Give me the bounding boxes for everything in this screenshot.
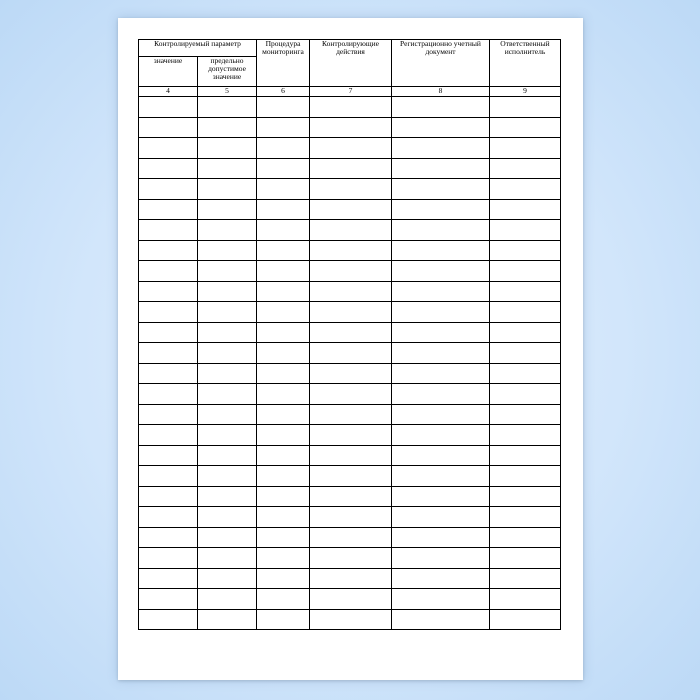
column-number: 6 [257,87,310,97]
empty-cell [310,322,392,343]
empty-cell [139,363,198,384]
empty-cell [310,609,392,630]
empty-cell [198,363,257,384]
empty-cell [392,404,490,425]
empty-cell [392,609,490,630]
limit-value-header: предельно допустимое значение [198,57,257,87]
empty-cell [310,302,392,323]
empty-cell [490,425,561,446]
empty-cell [257,97,310,118]
empty-cell [392,343,490,364]
empty-cell [257,486,310,507]
empty-cell [310,445,392,466]
empty-cell [490,199,561,220]
empty-cell [392,486,490,507]
table-row [139,486,561,507]
controlled-parameter-header: Контролируемый параметр [139,40,257,57]
empty-cell [392,240,490,261]
empty-cell [139,343,198,364]
empty-cell [490,507,561,528]
empty-cell [310,568,392,589]
empty-cell [139,97,198,118]
empty-cell [392,97,490,118]
table-row [139,589,561,610]
empty-cell [139,404,198,425]
empty-cell [490,281,561,302]
empty-cell [490,261,561,282]
table-row [139,199,561,220]
empty-cell [257,117,310,138]
empty-cell [310,384,392,405]
empty-cell [257,343,310,364]
table-row [139,445,561,466]
empty-cell [392,261,490,282]
empty-cell [490,220,561,241]
empty-cell [490,568,561,589]
empty-cell [257,507,310,528]
table-row [139,568,561,589]
empty-cell [310,466,392,487]
empty-cell [257,568,310,589]
empty-cell [490,97,561,118]
empty-cell [310,343,392,364]
table-row [139,158,561,179]
empty-cell [310,261,392,282]
empty-cell [490,363,561,384]
column-number: 5 [198,87,257,97]
empty-cell [198,322,257,343]
document-page [118,18,583,680]
empty-cell [392,507,490,528]
empty-cell [490,384,561,405]
empty-cell [392,179,490,200]
empty-cell [490,486,561,507]
empty-cell [198,507,257,528]
empty-cell [139,138,198,159]
empty-cell [139,466,198,487]
empty-cell [392,117,490,138]
empty-cell [490,302,561,323]
empty-cell [392,445,490,466]
table-row [139,548,561,569]
empty-cell [310,240,392,261]
empty-cell [257,548,310,569]
empty-cell [392,220,490,241]
empty-cell [198,117,257,138]
empty-cell [392,302,490,323]
column-number: 9 [490,87,561,97]
table-row [139,363,561,384]
empty-cell [198,589,257,610]
empty-cell [198,179,257,200]
empty-cell [139,199,198,220]
control-actions-header: Контролирующие действия [310,40,392,87]
table-row [139,609,561,630]
empty-cell [198,466,257,487]
monitoring-procedure-header: Процедура мониторинга [257,40,310,87]
empty-cell [198,568,257,589]
empty-cell [310,138,392,159]
empty-cell [198,445,257,466]
empty-cell [257,589,310,610]
empty-cell [310,220,392,241]
empty-cell [198,97,257,118]
table-row [139,507,561,528]
empty-cell [392,158,490,179]
empty-cell [392,568,490,589]
empty-cell [139,548,198,569]
empty-cell [257,445,310,466]
empty-cell [198,199,257,220]
empty-cell [139,220,198,241]
empty-cell [310,199,392,220]
column-number: 4 [139,87,198,97]
empty-cell [139,179,198,200]
empty-cell [490,343,561,364]
empty-cell [198,302,257,323]
table-row [139,527,561,548]
empty-cell [139,527,198,548]
empty-cell [490,445,561,466]
empty-cell [198,261,257,282]
empty-cell [139,302,198,323]
empty-cell [310,97,392,118]
empty-cell [392,363,490,384]
empty-cell [139,589,198,610]
header-row-top [139,40,561,57]
table-row [139,261,561,282]
empty-cell [310,548,392,569]
empty-cell [198,220,257,241]
table-row [139,322,561,343]
responsible-person-header: Ответственный исполнитель [490,40,561,87]
empty-cell [310,117,392,138]
empty-cell [257,527,310,548]
empty-cell [490,240,561,261]
empty-cell [392,281,490,302]
empty-cell [310,425,392,446]
table-row [139,466,561,487]
empty-cell [139,425,198,446]
empty-cell [257,425,310,446]
empty-cell [198,343,257,364]
column-number: 7 [310,87,392,97]
empty-cell [310,486,392,507]
empty-cell [139,568,198,589]
table-row [139,220,561,241]
empty-cell [490,589,561,610]
empty-cell [392,466,490,487]
empty-cell [310,404,392,425]
empty-cell [198,548,257,569]
empty-cell [310,179,392,200]
table-row [139,425,561,446]
empty-cell [392,384,490,405]
empty-cell [139,281,198,302]
empty-cell [490,404,561,425]
column-number: 8 [392,87,490,97]
monitoring-form-table [138,39,561,630]
empty-cell [257,281,310,302]
table-row [139,281,561,302]
empty-cell [139,445,198,466]
table-row [139,240,561,261]
table-row [139,179,561,200]
empty-cell [490,466,561,487]
empty-cell [490,322,561,343]
empty-cell [257,138,310,159]
empty-cell [392,138,490,159]
empty-cell [257,240,310,261]
table-row [139,302,561,323]
empty-cell [490,138,561,159]
empty-cell [139,117,198,138]
empty-cell [490,548,561,569]
empty-cell [310,158,392,179]
empty-cell [139,384,198,405]
empty-cell [257,302,310,323]
table-row [139,97,561,118]
empty-cell [139,322,198,343]
empty-cell [198,486,257,507]
empty-cell [392,589,490,610]
empty-cell [490,179,561,200]
empty-cell [139,158,198,179]
table-row [139,343,561,364]
empty-cell [392,527,490,548]
empty-cell [257,404,310,425]
empty-cell [198,240,257,261]
empty-cell [198,404,257,425]
empty-cell [310,363,392,384]
empty-cell [392,548,490,569]
empty-cell [198,384,257,405]
empty-cell [257,466,310,487]
table-row [139,117,561,138]
empty-cell [257,363,310,384]
empty-cell [257,220,310,241]
empty-cell [490,158,561,179]
empty-cell [490,609,561,630]
empty-cell [198,281,257,302]
empty-cell [257,199,310,220]
empty-cell [139,261,198,282]
empty-cell [198,527,257,548]
empty-cell [257,609,310,630]
empty-cell [310,281,392,302]
empty-cell [198,158,257,179]
empty-cell [139,507,198,528]
empty-cell [257,384,310,405]
table-row [139,384,561,405]
empty-cell [310,589,392,610]
table-row [139,404,561,425]
empty-cell [392,425,490,446]
column-number-row [139,87,561,97]
empty-cell [198,425,257,446]
empty-cell [392,322,490,343]
empty-cell [490,527,561,548]
table-row [139,138,561,159]
value-header: значение [139,57,198,87]
empty-cell [310,507,392,528]
empty-cell [490,117,561,138]
empty-cell [139,240,198,261]
empty-cell [310,527,392,548]
empty-cell [392,199,490,220]
empty-cell [198,138,257,159]
empty-cell [257,261,310,282]
empty-cell [198,609,257,630]
registration-document-header: Регистрационно учетный документ [392,40,490,87]
empty-cell [257,322,310,343]
empty-cell [139,609,198,630]
empty-cell [139,486,198,507]
empty-cell [257,179,310,200]
empty-cell [257,158,310,179]
